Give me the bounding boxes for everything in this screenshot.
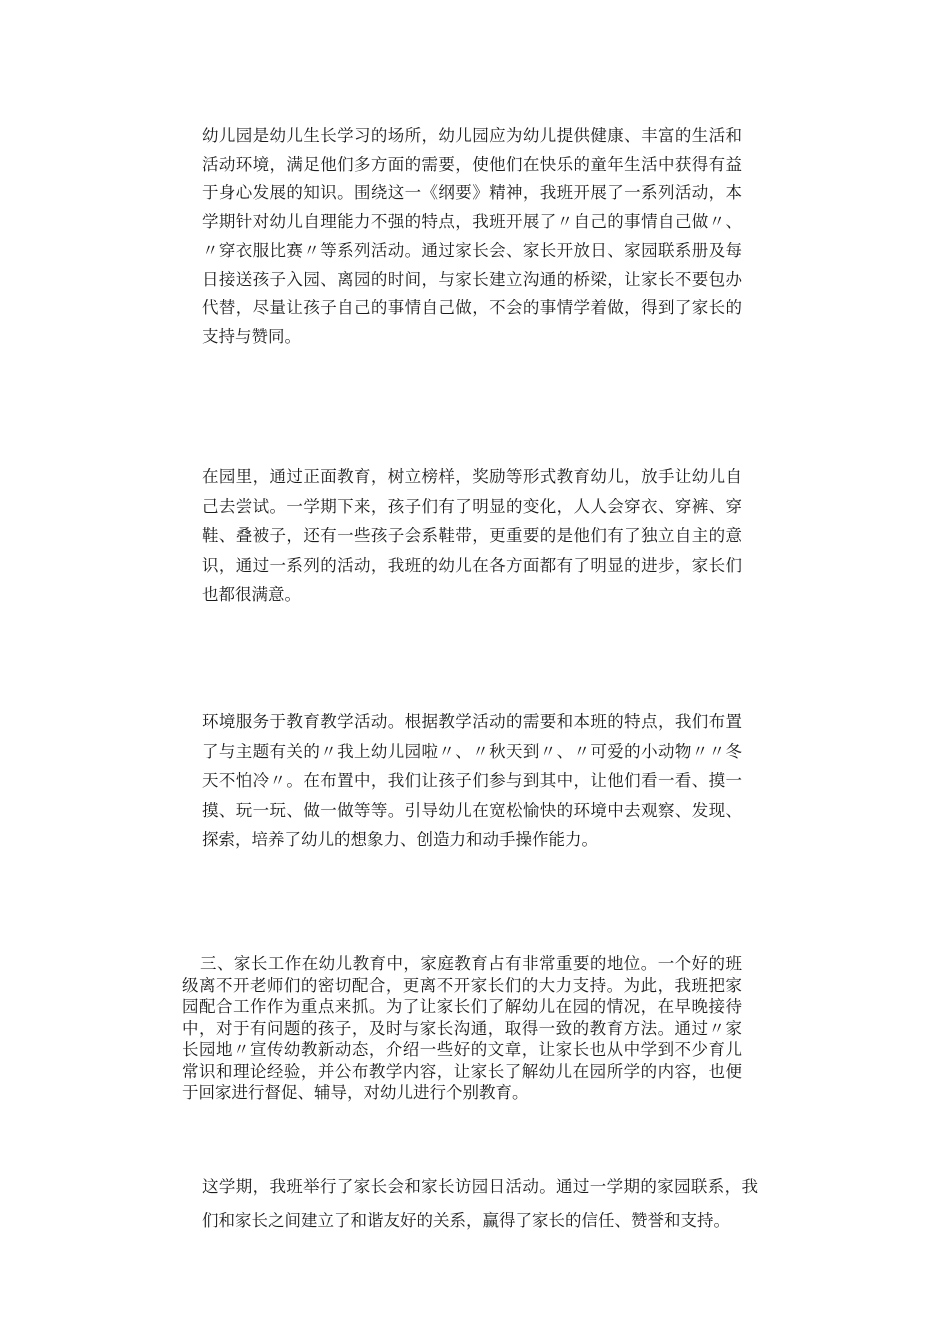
paragraph-parent-work: 三、家长工作在幼儿教育中，家庭教育占有非常重要的地位。一个好的班级离不开老师们的密切配合，更离不开家长们的大力支持。为此，我班把家园配合工作作为重点来抓。为了让家长们了解幼儿在园的情况，在早晚接待中，对于有问题的孩子，及时与家长沟通，取得一致的教育方法。通过〃家长园地〃宣传幼教新动态，介绍一些好的文章，让家长也从中学到不少育儿常识和理论经验，并公布教学内容，让家长了解幼儿在园所学的内容，也便于回家进行督促、辅导，对幼儿进行个别教育。: [182, 954, 742, 1102]
paragraph-positive-education: 在园里，通过正面教育，树立榜样，奖励等形式教育幼儿，放手让幼儿自己去尝试。一学期下来，孩子们有了明显的变化，人人会穿衣、穿裤、穿鞋、叠被子，还有一些孩子会系鞋带，更重要的是他们有了独立自主的意识，通过一系列的活动，我班的幼儿在各方面都有了明显的进步，家长们也都很满意。: [202, 467, 742, 604]
paragraph-self-care: 幼儿园是幼儿生长学习的场所，幼儿园应为幼儿提供健康、丰富的生活和活动环境，满足他们多方面的需要，使他们在快乐的童年生活中获得有益于身心发展的知识。围绕这一《纲要》精神，我班开展了一系列活动，本学期针对幼儿自理能力不强的特点，我班开展了〃自己的事情自己做〃、〃穿衣服比赛〃等系列活动。通过家长会、家长开放日、家园联系册及每日接送孩子入园、离园的时间，与家长建立沟通的桥梁，让家长不要包办代替，尽量让孩子自己的事情自己做，不会的事情学着做，得到了家长的支持与赞同。: [202, 126, 742, 346]
paragraph-environment: 环境服务于教育教学活动。根据教学活动的需要和本班的特点，我们布置了与主题有关的〃我上幼儿园啦〃、〃秋天到〃、〃可爱的小动物〃〃冬天不怕冷〃。在布置中，我们让孩子们参与到其中，让他们看一看、摸一摸、玩一玩、做一做等等。引导幼儿在宽松愉快的环境中去观察、发现、探索，培养了幼儿的想象力、创造力和动手操作能力。: [202, 712, 742, 850]
paragraph-parent-meeting: 这学期，我班举行了家长会和家长访园日活动。通过一学期的家园联系，我们和家长之间建立了和谐友好的关系，赢得了家长的信任、赞誉和支持。: [202, 1177, 758, 1230]
